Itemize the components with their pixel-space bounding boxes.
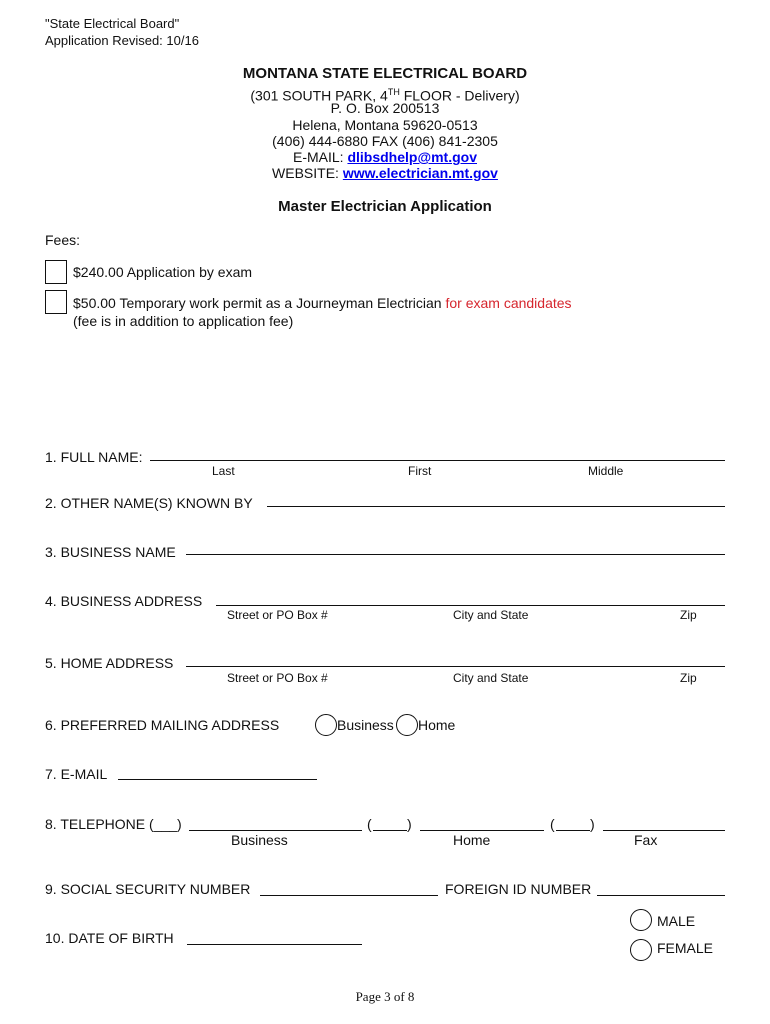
- home-zip-caption: Zip: [680, 671, 697, 685]
- dob-label: 10. DATE OF BIRTH: [45, 930, 174, 946]
- telephone-business-field[interactable]: [189, 830, 362, 831]
- female-radio[interactable]: [630, 939, 652, 961]
- home-city-caption: City and State: [453, 671, 529, 685]
- form-title: Master Electrician Application: [278, 198, 492, 215]
- home-area-open-paren: (: [367, 816, 372, 832]
- org-city: Helena, Montana 59620-0513: [292, 117, 478, 133]
- business-street-caption: Street or PO Box #: [227, 608, 328, 622]
- fee-permit-label: $50.00 Temporary work permit as a Journeyman Electrician for exam candidates: [73, 295, 572, 311]
- org-po-box: P. O. Box 200513: [330, 100, 440, 116]
- other-names-label: 2. OTHER NAME(S) KNOWN BY: [45, 495, 253, 511]
- telephone-fax-field[interactable]: [603, 830, 725, 831]
- home-address-label: 5. HOME ADDRESS: [45, 655, 174, 671]
- business-name-label: 3. BUSINESS NAME: [45, 544, 176, 560]
- home-address-field[interactable]: [186, 666, 725, 667]
- fax-area-close-paren: ): [590, 816, 595, 832]
- org-email-line: E-MAIL: dlibsdhelp@mt.gov: [292, 149, 477, 165]
- fax-area-code-field[interactable]: [556, 830, 590, 831]
- fees-label: Fees:: [45, 232, 81, 248]
- fee-permit-note: (fee is in addition to application fee): [73, 313, 294, 329]
- home-area-code-field[interactable]: [373, 830, 407, 831]
- mail-home-label: Home: [418, 717, 456, 733]
- business-city-caption: City and State: [453, 608, 529, 622]
- mail-home-radio[interactable]: [396, 714, 418, 736]
- tel-fax-caption: Fax: [634, 832, 658, 848]
- name-middle-caption: Middle: [588, 464, 624, 478]
- business-name-field[interactable]: [186, 554, 725, 555]
- fee-exam-label: $240.00 Application by exam: [73, 264, 253, 280]
- ssn-label: 9. SOCIAL SECURITY NUMBER: [45, 881, 251, 897]
- board-name-header: "State Electrical Board": [45, 16, 180, 31]
- home-area-close-paren: ): [407, 816, 412, 832]
- business-address-field[interactable]: [216, 605, 725, 606]
- foreign-id-label: FOREIGN ID NUMBER: [445, 881, 592, 897]
- org-title: MONTANA STATE ELECTRICAL BOARD: [242, 65, 528, 82]
- foreign-id-field[interactable]: [597, 895, 725, 896]
- mail-business-radio[interactable]: [315, 714, 337, 736]
- preferred-mailing-label: 6. PREFERRED MAILING ADDRESS: [45, 717, 280, 733]
- org-address: (301 SOUTH PARK, 4TH FLOOR - Delivery): [250, 87, 520, 104]
- website-link[interactable]: www.electrician.mt.gov: [342, 165, 498, 181]
- email-link[interactable]: dlibsdhelp@mt.gov: [347, 149, 477, 165]
- full-name-label: 1. FULL NAME:: [45, 449, 143, 465]
- ssn-field[interactable]: [260, 895, 438, 896]
- fax-area-open-paren: (: [550, 816, 555, 832]
- name-first-caption: First: [408, 464, 432, 478]
- business-address-label: 4. BUSINESS ADDRESS: [45, 593, 203, 609]
- org-website-line: WEBSITE: www.electrician.mt.gov: [272, 165, 498, 181]
- fee-exam-checkbox[interactable]: [45, 260, 67, 284]
- fee-permit-checkbox[interactable]: [45, 290, 67, 314]
- other-names-field[interactable]: [267, 506, 725, 507]
- tel-business-caption: Business: [231, 832, 288, 848]
- email-label: 7. E-MAIL: [45, 766, 108, 782]
- page-number: Page 3 of 8: [355, 989, 415, 1004]
- female-label: FEMALE: [657, 940, 714, 956]
- tel-home-caption: Home: [453, 832, 491, 848]
- org-phone: (406) 444-6880 FAX (406) 841-2305: [272, 133, 498, 149]
- business-zip-caption: Zip: [680, 608, 697, 622]
- dob-field[interactable]: [187, 944, 362, 945]
- telephone-home-field[interactable]: [420, 830, 544, 831]
- male-radio[interactable]: [630, 909, 652, 931]
- revision-date: Application Revised: 10/16: [45, 33, 199, 48]
- male-label: MALE: [657, 913, 696, 929]
- full-name-field[interactable]: [150, 460, 725, 461]
- mail-business-label: Business: [337, 717, 394, 733]
- home-street-caption: Street or PO Box #: [227, 671, 328, 685]
- telephone-label: 8. TELEPHONE (___): [45, 816, 182, 832]
- email-field[interactable]: [118, 779, 317, 780]
- name-last-caption: Last: [212, 464, 235, 478]
